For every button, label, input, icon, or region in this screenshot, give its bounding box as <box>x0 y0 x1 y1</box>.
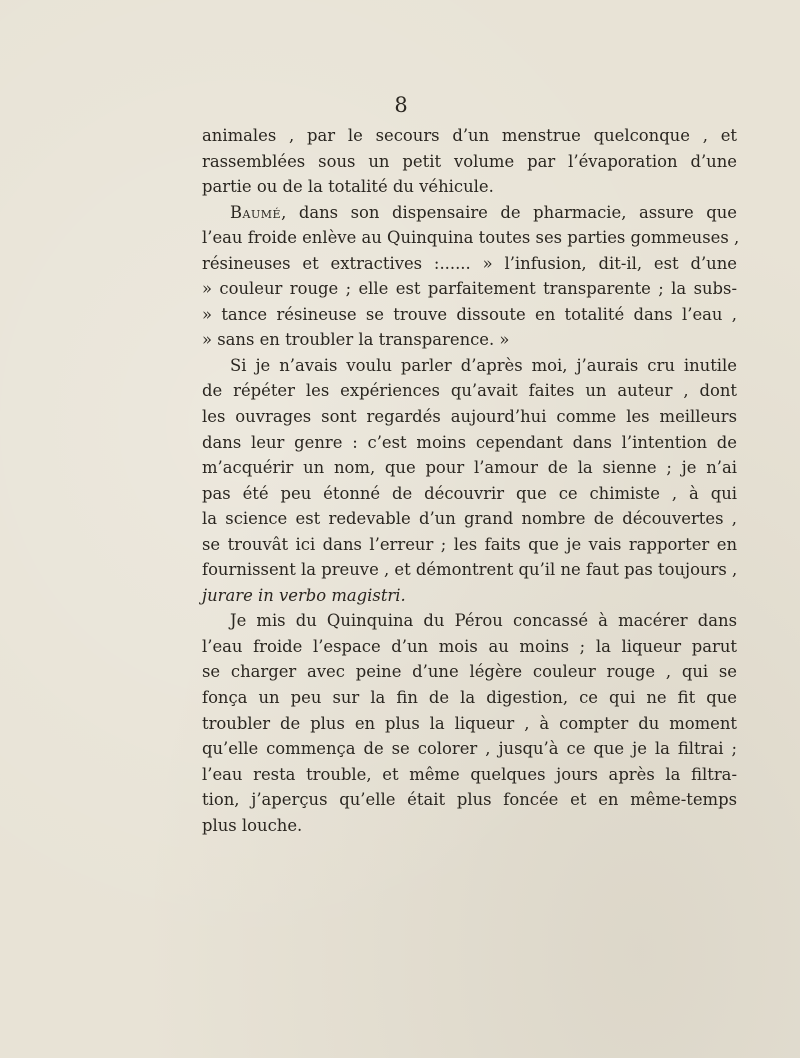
text-line: Je mis du Quinquina du Pérou concassé à macérer dans <box>230 611 737 631</box>
text-line: l’eau froide enlève au Quinquina toutes ses parties gommeuses , <box>202 228 740 248</box>
text-line: se trouvât ici dans l’erreur ; les faits que je vais rapporter en <box>202 534 737 554</box>
text-line: » sans en troubler la transparence. » <box>202 330 510 350</box>
text-line-latin-quote: jurare in verbo magistri. <box>202 585 406 605</box>
text-line: Si je n’avais voulu parler d’après moi, j’aurais cru inutile <box>230 355 737 375</box>
text-line: » couleur rouge ; elle est parfaitement transparente ; la subs- <box>202 279 737 299</box>
text-line: résineuses et extractives :...... » l’infusion, dit-il, est d’une <box>202 253 737 273</box>
text-line: qu’elle commença de se colorer , jusqu’à ce que je la filtrai ; <box>202 739 737 759</box>
text-line: pas été peu étonné de découvrir que ce chimiste , à qui <box>202 483 737 503</box>
text-line: l’eau resta trouble, et même quelques jours après la filtra- <box>202 764 737 784</box>
text-line: plus louche. <box>202 815 303 835</box>
author-name-baume: Baumé <box>230 202 282 222</box>
text-line: m’acquérir un nom, que pour l’amour de la sienne ; je n’ai <box>202 458 737 478</box>
text-line: » tance résineuse se trouve dissoute en totalité dans l’eau , <box>202 304 737 324</box>
text-line: l’eau froide l’espace d’un mois au moins ; la liqueur parut <box>202 636 737 656</box>
text-line: Baumé, dans son dispensaire de pharmacie, assure que <box>230 202 737 222</box>
text-line: se charger avec peine d’une légère couleur rouge , qui se <box>202 662 737 682</box>
text-line: rassemblées sous un petit volume par l’évaporation d’une <box>202 151 737 171</box>
body-text <box>202 123 740 838</box>
text-line: animales , par le secours d’un menstrue quelconque , et <box>202 126 737 145</box>
text-line: partie ou de la totalité du véhicule. <box>202 177 494 197</box>
page-number: 8 <box>394 93 408 117</box>
text-line: les ouvrages sont regardés aujourd’hui comme les meilleurs <box>202 407 737 427</box>
text-line: tion, j’aperçus qu’elle était plus foncée et en même-temps <box>202 790 737 810</box>
text-line: dans leur genre : c’est moins cependant dans l’intention de <box>202 432 737 452</box>
text-line: la science est redevable d’un grand nombre de découvertes , <box>202 509 737 529</box>
text-line: troubler de plus en plus la liqueur , à compter du moment <box>202 713 737 733</box>
text-line: fournissent la preuve , et démontrent qu’il ne faut pas toujours , <box>202 560 738 580</box>
text-line: fonça un peu sur la fin de la digestion, ce qui ne fit que <box>202 688 737 708</box>
text-line: de répéter les expériences qu’avait faites un auteur , dont <box>202 381 737 401</box>
